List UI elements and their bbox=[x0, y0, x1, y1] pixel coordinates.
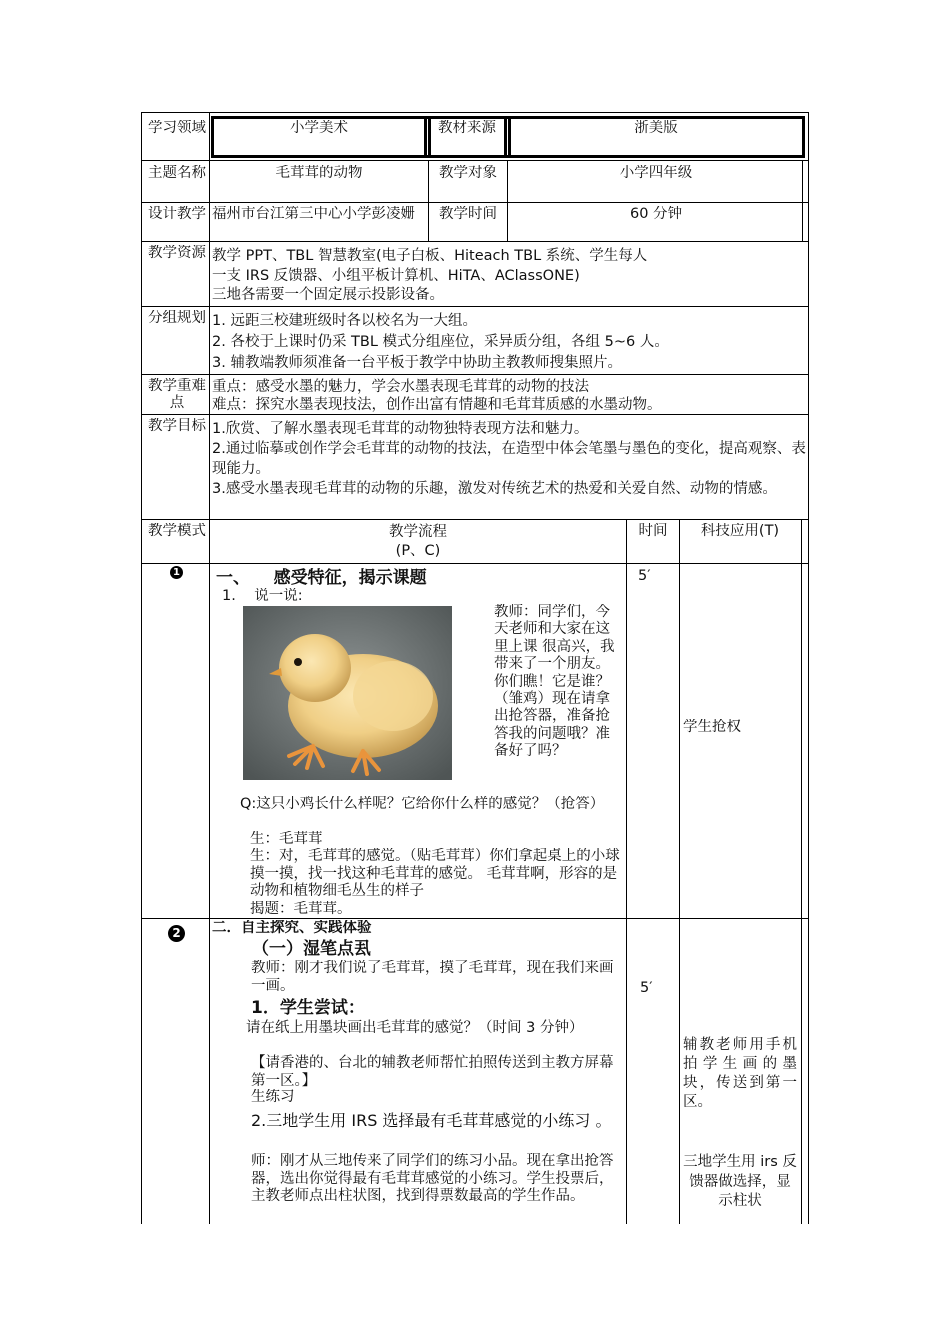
step1-question: Q:这只小鸡长什么样呢？它给你什么样的感觉？（抢答） bbox=[240, 796, 605, 812]
step2-irs-title: 2.三地学生用 IRS 选择最有毛茸茸感觉的小练习 。 bbox=[251, 1111, 612, 1130]
table-border bbox=[428, 160, 429, 241]
table-border bbox=[209, 112, 210, 1224]
step2-note: 【请香港的、台北的辅教老师帮忙拍照传送到主教方屏幕第一区。】 bbox=[251, 1055, 614, 1089]
table-border bbox=[141, 519, 809, 520]
resources-content: 教学 PPT、TBL 智慧教室(电子白板、Hiteach TBL 系统、学生每人 一支 IRS 反馈器、小组平板计算机、HiTA、AClassONE) 三地各需要一个固定展示投影设备。 bbox=[212, 248, 648, 303]
step2-time: 5′ bbox=[640, 980, 653, 996]
focus-label: 教学重难点 bbox=[148, 378, 206, 411]
step2-teacher-text: 教师：刚才我们说了毛茸茸，摸了毛茸茸，现在我们来画一画。 bbox=[251, 960, 614, 994]
grouping-content: 1. 远距三校建班级时各以校名为一大组。 2. 各校于上课时仍采 TBL 模式分组座位，采异质分组，各组 5~6 人。 3. 辅教端教师须准备一台平板于教学中协助主教教师搜集照片。 bbox=[212, 313, 669, 371]
chick-photo bbox=[243, 606, 452, 780]
step1-answer1: 生：毛茸茸 bbox=[250, 831, 323, 847]
step2-irs-text: 师：刚才从三地传来了同学们的练习小品。现在拿出抢答器，选出你觉得最有毛茸茸感觉的小练习。学生投票后，主教老师点出柱状图，找到得票数最高的学生作品。 bbox=[251, 1153, 614, 1204]
time-value: 60 分钟 bbox=[629, 206, 683, 222]
step1-marker: 1 bbox=[170, 566, 183, 579]
step2-marker: 2 bbox=[168, 925, 185, 942]
time-header: 时间 bbox=[638, 523, 668, 539]
table-border bbox=[141, 563, 809, 564]
topic-label: 主题名称 bbox=[148, 165, 206, 181]
source-label: 教材来源 bbox=[438, 120, 496, 136]
field-value: 小学美术 bbox=[290, 120, 348, 136]
table-border bbox=[802, 116, 805, 158]
chick-image bbox=[243, 606, 452, 780]
mode-label: 教学模式 bbox=[148, 523, 206, 539]
focus-content: 重点：感受水墨的魅力，学会水墨表现毛茸茸的动物的技法 难点：探究水墨表现技法，创作出富有情趣和毛茸茸质感的水墨动物。 bbox=[212, 379, 662, 413]
process-header: 教学流程 (P、C) bbox=[389, 524, 447, 559]
step1-subtitle: 1. 说一说: bbox=[222, 588, 303, 604]
designer-value: 福州市台江第三中心小学彭凌姗 bbox=[212, 206, 415, 222]
target-label: 教学对象 bbox=[439, 165, 497, 181]
table-border bbox=[141, 241, 809, 242]
table-border bbox=[141, 160, 809, 161]
table-border bbox=[679, 519, 680, 1224]
table-border bbox=[507, 160, 508, 241]
step1-teacher-text: 教师：同学们，今天老师和大家在这里上课 很高兴，我带来了一个朋友。你们瞧！它是谁？（雏鸡）现在请拿出抢答器，准备抢答我的问题哦？准备好了吗？ bbox=[494, 604, 615, 760]
table-border bbox=[141, 414, 809, 415]
goals-label: 教学目标 bbox=[148, 418, 206, 434]
table-border bbox=[801, 519, 802, 1224]
step1-tech: 学生抢权 bbox=[683, 719, 741, 735]
resources-label: 教学资源 bbox=[148, 245, 206, 261]
table-border bbox=[141, 918, 809, 919]
table-border bbox=[141, 202, 809, 203]
table-border bbox=[802, 160, 803, 241]
time-label: 教学时间 bbox=[439, 206, 497, 222]
table-border bbox=[141, 374, 809, 375]
step2-try-text: 请在纸上用墨块画出毛茸茸的感觉？（时间 3 分钟） bbox=[246, 1020, 584, 1036]
field-label: 学习领域 bbox=[148, 120, 206, 136]
step2-title: 二．自主探究、实践体验 bbox=[212, 920, 372, 936]
grouping-label: 分组规划 bbox=[148, 310, 206, 326]
designer-label: 设计教学 bbox=[148, 206, 206, 222]
step2-try-title: 1．学生尝试： bbox=[251, 998, 365, 1018]
table-border bbox=[626, 519, 627, 1224]
step2-practice: 生练习 bbox=[251, 1089, 295, 1105]
table-border bbox=[808, 112, 809, 1224]
step1-reveal: 揭题：毛茸茸。 bbox=[250, 901, 352, 917]
table-border bbox=[141, 306, 809, 307]
step2-tech1: 辅教老师用手机拍学生画的墨块，传送到第一区。 bbox=[683, 1037, 797, 1110]
tech-header: 科技应用(T) bbox=[700, 523, 780, 539]
table-border bbox=[424, 116, 427, 158]
topic-value: 毛茸茸的动物 bbox=[275, 165, 363, 181]
table-border bbox=[141, 112, 809, 113]
source-value: 浙美版 bbox=[634, 120, 678, 136]
step1-time: 5′ bbox=[638, 568, 651, 584]
target-value: 小学四年级 bbox=[619, 165, 693, 181]
step1-answer2: 生：对，毛茸茸的感觉。（贴毛茸茸）你们拿起桌上的小球摸一摸，找一找这种毛茸茸的感觉。 毛茸茸啊，形容的是动物和植物细毛丛生的样子 bbox=[250, 848, 620, 900]
table-border bbox=[211, 116, 214, 158]
step1-title: 一、 感受特征，揭示课题 bbox=[216, 568, 427, 588]
step2-subtitle: （一）湿笔点厾 bbox=[252, 939, 371, 959]
step2-tech2: 三地学生用 irs 反馈器做选择，显示柱状 bbox=[683, 1154, 797, 1209]
goals-content: 1.欣赏、了解水墨表现毛茸茸的动物独特表现方法和魅力。 2.通过临摹或创作学会毛茸茸的动物的技法，在造型中体会笔墨与墨色的变化，提高观察、表现能力。 3.感受水墨表现毛茸茸的动物的乐趣，激发对传统艺术的热爱和关爱自然、动物的情感。 bbox=[212, 421, 806, 497]
table-border bbox=[141, 112, 142, 1224]
table-border bbox=[504, 116, 507, 158]
